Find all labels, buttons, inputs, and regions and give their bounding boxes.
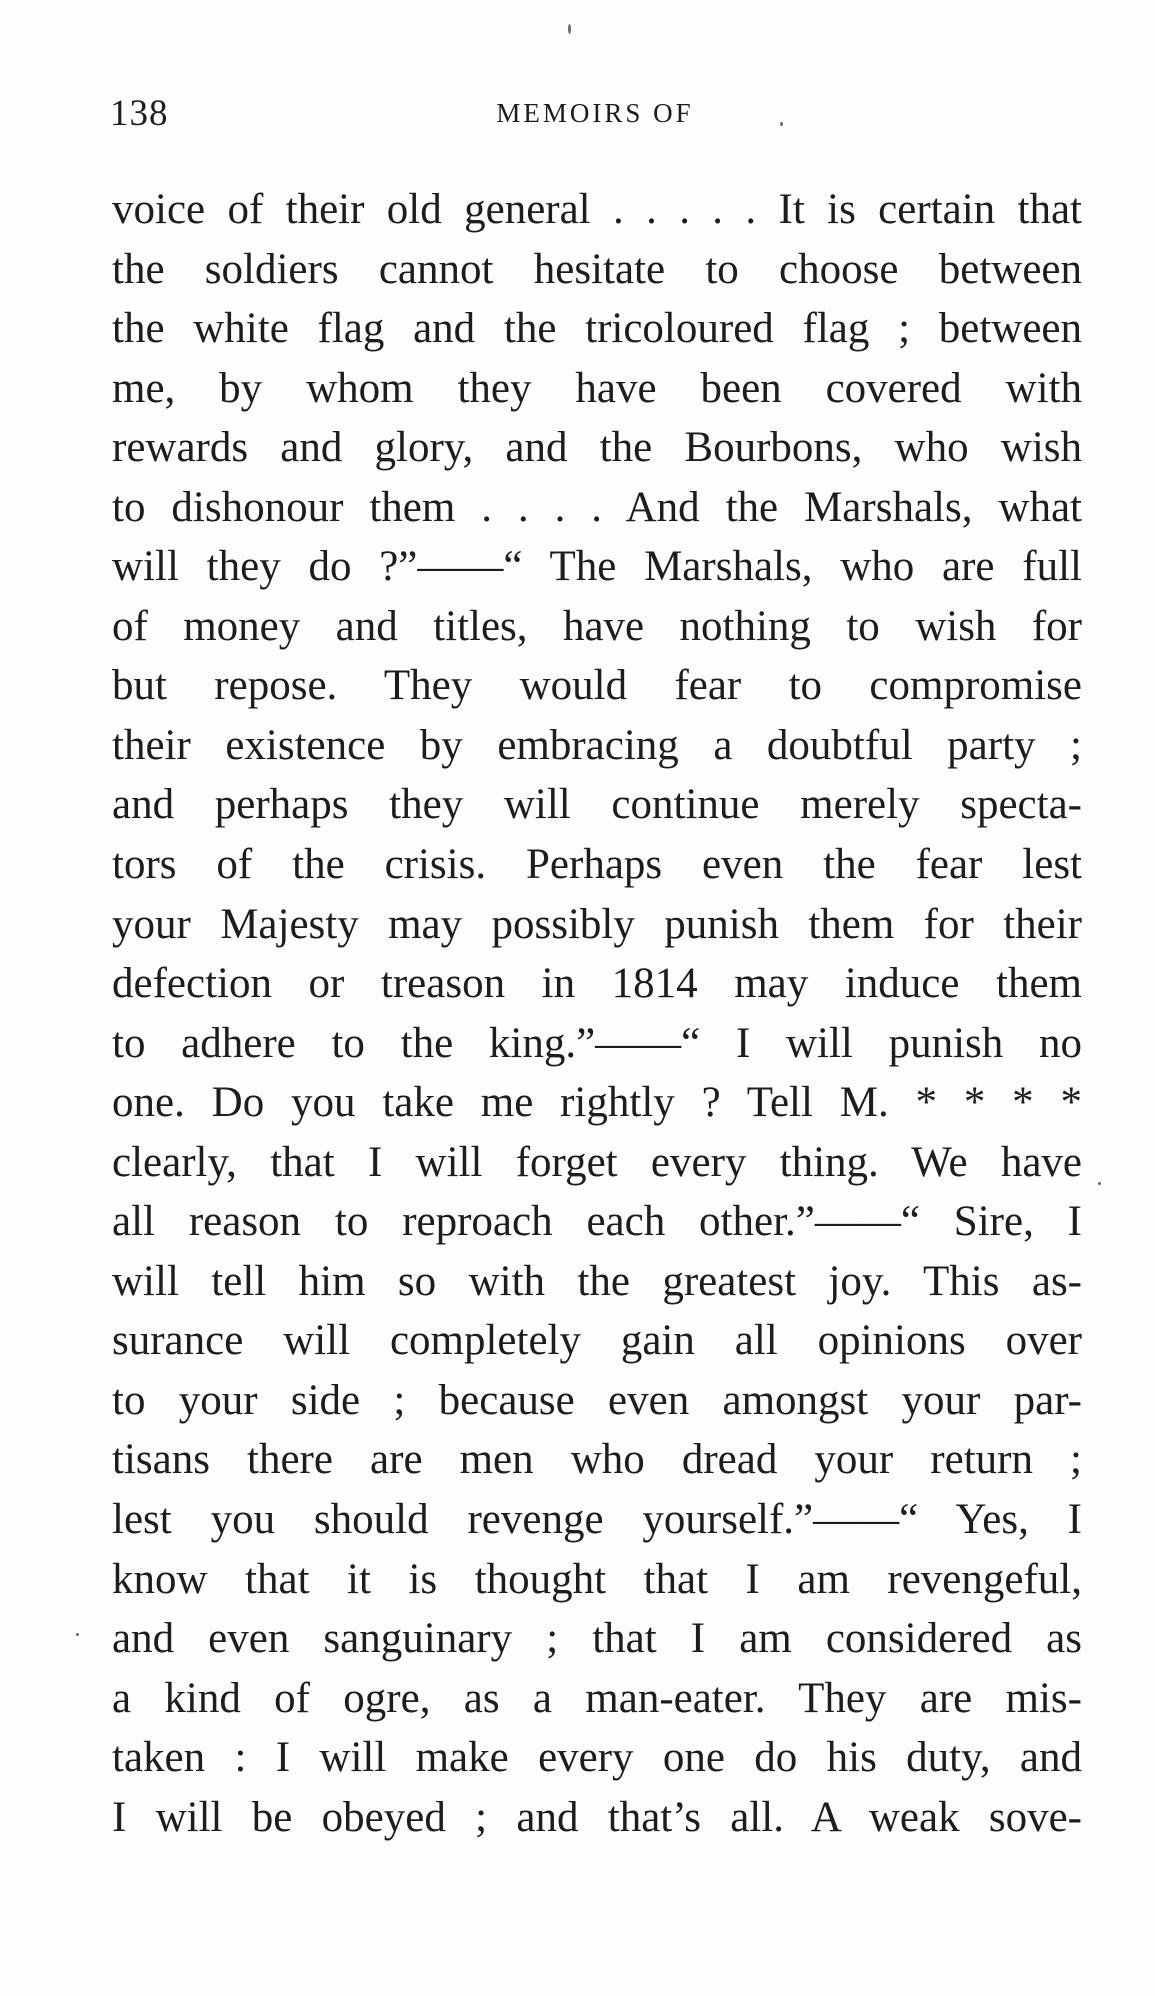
- text-line: your Majesty may possibly punish them for their: [112, 900, 1082, 948]
- text-line: clearly, that I will forget every thing. We have: [112, 1138, 1082, 1186]
- text-line: rewards and glory, and the Bourbons, who wish: [112, 424, 1082, 472]
- ink-speck-margin-left: [76, 1633, 79, 1636]
- text-line: know that it is thought that I am revengeful,: [112, 1555, 1082, 1603]
- ink-speck-top: [568, 24, 571, 34]
- text-line: to adhere to the king.”——“ I will punish no: [112, 1019, 1082, 1067]
- text-line: a kind of ogre, as a man-eater. They are mis-: [112, 1674, 1082, 1722]
- text-line: will tell him so with the greatest joy. This as-: [112, 1257, 1082, 1305]
- text-line: their existence by embracing a doubtful party ;: [112, 721, 1082, 769]
- text-line: the soldiers cannot hesitate to choose between: [112, 245, 1082, 293]
- text-line: and even sanguinary ; that I am considered as: [112, 1615, 1082, 1663]
- text-line: I will be obeyed ; and that’s all. A weak sove-: [112, 1793, 1082, 1841]
- page-number: 138: [110, 93, 169, 134]
- text-line: and perhaps they will continue merely specta-: [112, 781, 1082, 829]
- text-line: voice of their old general . . . . . It is certain that: [112, 186, 1082, 233]
- text-line: all reason to reproach each other.”——“ Sire, I: [112, 1198, 1082, 1246]
- running-head: MEMOIRS OF: [496, 98, 694, 128]
- text-line: me, by whom they have been covered with: [112, 364, 1082, 412]
- ink-speck-margin-right: [1098, 1182, 1101, 1185]
- text-line: tors of the crisis. Perhaps even the fear lest: [112, 841, 1082, 889]
- body-text: [112, 180, 1082, 1847]
- text-line: to dishonour them . . . . And the Marshals, what: [112, 483, 1082, 531]
- text-line: of money and titles, have nothing to wish for: [112, 602, 1082, 650]
- page-header: [110, 92, 1080, 142]
- text-line: tisans there are men who dread your return ;: [112, 1436, 1082, 1484]
- text-line: taken : I will make every one do his duty, and: [112, 1734, 1082, 1782]
- text-line: one. Do you take me rightly ? Tell M. * * * *: [112, 1079, 1082, 1127]
- text-line: surance will completely gain all opinions over: [112, 1317, 1082, 1365]
- text-line: lest you should revenge yourself.”——“ Yes, I: [112, 1496, 1082, 1544]
- text-line: but repose. They would fear to compromise: [112, 662, 1082, 710]
- text-line: the white flag and the tricoloured flag ; between: [112, 305, 1082, 353]
- text-line: to your side ; because even amongst your par-: [112, 1376, 1082, 1424]
- text-line: will they do ?”——“ The Marshals, who are full: [112, 543, 1082, 591]
- text-line: defection or treason in 1814 may induce them: [112, 960, 1082, 1008]
